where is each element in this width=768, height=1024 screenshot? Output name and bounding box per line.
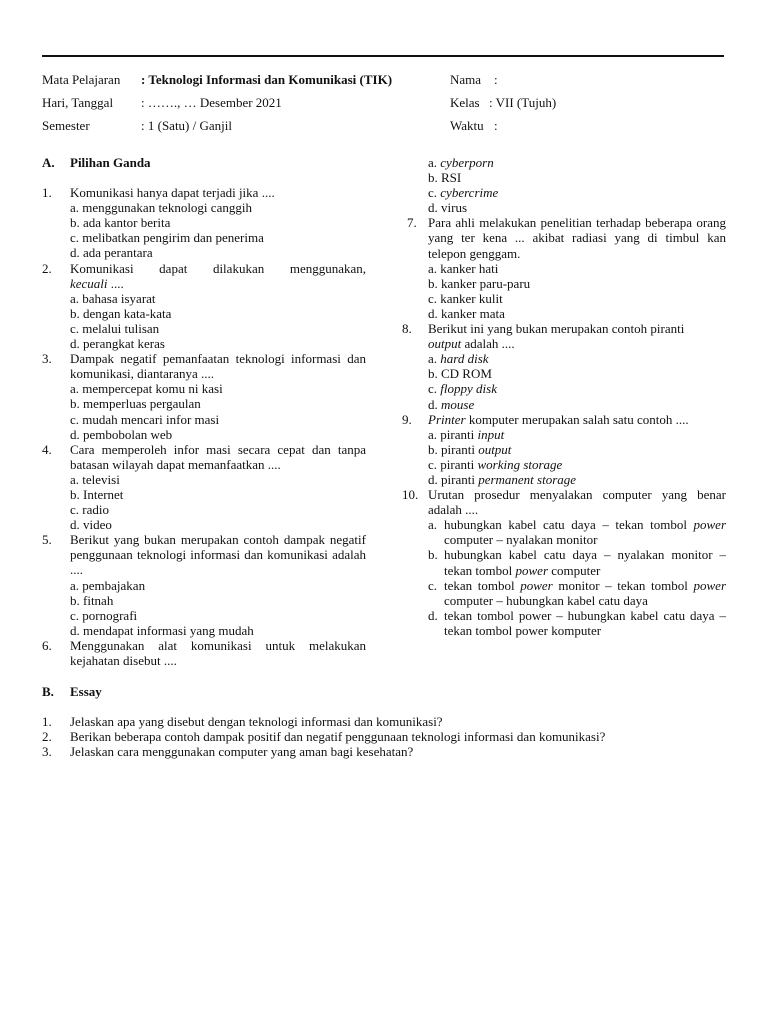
left-column [42,155,366,668]
q4-option-d: d. video [70,517,112,533]
date-value: : ……., … Desember 2021 [141,95,282,110]
header-rule [42,55,724,57]
q4-option-c: c. radio [70,502,109,518]
question-5: 5. Berikut yang bukan merupakan contoh dampak negatif penggunaan teknologi informasi dan komunikasi adalah .... a. pembajakan b. fitnah c. pornografi d. mendapat informasi yang mudah [42,532,366,638]
q5-option-b: b. fitnah [70,592,114,608]
q7-option-c: c. kanker kulit [428,290,503,306]
question-3: 3. Dampak negatif pemanfaatan teknologi informasi dan komunikasi, diantaranya .... a. mempercepat komu ni kasi b. memperluas pergaulan c. mudah mencari infor masi d. pembobolan web [42,351,366,442]
right-column [402,155,726,638]
name-row [450,72,498,87]
q4-option-a: a. televisi [70,471,120,487]
q3-option-d: d. pembobolan web [70,426,173,442]
q1-option-b: b. ada kantor berita [70,215,171,231]
q6-option-a: a. cyberporn [428,155,494,170]
q5-option-a: a. pembajakan [70,577,146,593]
q6-options [402,155,726,215]
q8-option-b: b. CD ROM [428,366,492,382]
essay-section [42,684,732,759]
q7-option-d: d. kanker mata [428,305,505,321]
q9-option-a: a. piranti input [428,426,505,442]
subject-value: : Teknologi Informasi dan Komunikasi (TIK) [141,72,393,87]
essay-question-3: 3. Jelaskan cara menggunakan computer yang aman bagi kesehatan? [42,744,414,760]
time-value: : [494,118,498,133]
q8-option-d: d. mouse [428,396,475,412]
semester-label: Semester [42,118,90,133]
class-value: : VII (Tujuh) [489,95,557,110]
q6-option-b: b. RSI [428,170,462,186]
class-row [450,95,556,110]
q8-option-c: c. floppy disk [428,381,497,397]
q7-option-b: b. kanker paru-paru [428,275,531,291]
q1-option-d: d. ada perantara [70,245,153,261]
q1-option-a: a. menggunakan teknologi canggih [70,200,252,216]
time-row [450,118,498,133]
question-1: 1. Komunikasi hanya dapat terjadi jika .... a. menggunakan teknologi canggih b. ada kantor berita c. melibatkan pengirim dan penerima d. ada perantara [42,185,366,260]
essay-question-1: 1. Jelaskan apa yang disebut dengan teknologi informasi dan komunikasi? [42,714,443,730]
q6-option-d: d. virus [428,200,467,216]
q2-option-a: a. bahasa isyarat [70,290,156,306]
question-8: 8. Berikut ini yang bukan merupakan contoh piranti output adalah .... a. hard disk b. CD ROM c. floppy disk d. mouse [402,321,726,412]
subject-label: Mata Pelajaran [42,72,121,87]
q6-option-c: c. cybercrime [428,185,499,201]
q2-option-c: c. melalui tulisan [70,320,160,336]
class-label: Kelas [450,95,480,110]
section-b-title: B. Essay [42,684,102,699]
q10-option-d: d. tekan tombol power – hubungkan kabel catu daya – tekan tombol power komputer [428,607,726,638]
section-a-title: A. Pilihan Ganda [42,155,151,170]
question-9: 9. Printer komputer merupakan salah satu contoh .... a. piranti input b. piranti output c. piranti working storage d. piranti permanent storage [402,412,726,487]
question-6: 6. Menggunakan alat komunikasi untuk melakukan kejahatan disebut .... [42,637,366,668]
q5-option-c: c. pornografi [70,607,138,623]
question-4: 4. Cara memperoleh infor masi secara cepat dan tanpa batasan wilayah dapat memanfaatkan .... a. televisi b. Internet c. radio d. video [42,441,366,533]
q4-option-b: b. Internet [70,486,124,502]
date-label: Hari, Tanggal [42,95,114,110]
q9-option-c: c. piranti working storage [428,456,563,472]
q2-option-b: b. dengan kata-kata [70,305,172,321]
semester-row [42,118,232,133]
q9-option-b: b. piranti output [428,441,512,457]
essay-question-2: 2. Berikan beberapa contoh dampak positif dan negatif penggunaan teknologi informasi dan komunikasi? [42,729,606,745]
question-10: 10. Urutan prosedur menyalakan computer yang benar adalah .... a. hubungkan kabel catu daya – tekan tombol power computer – nyalakan monitor b. hubungkan kabel catu daya – nyalakan monitor – tekan tombol power computer c. tekan tombol power monitor – tekan tombol power computer – hubungkan kabel catu daya d. tekan tombol power – hubungkan kabel catu daya – tekan tombol power komputer [402,487,726,638]
q10-option-b: b. hubungkan kabel catu daya – nyalakan monitor – tekan tombol power computer [428,547,726,578]
question-2: 2. Komunikasi dapat dilakukan menggunakan, kecuali .... a. bahasa isyarat b. dengan kata-kata c. melalui tulisan d. perangkat keras [42,260,366,352]
q9-option-d: d. piranti permanent storage [428,471,577,487]
subject-row [42,72,392,87]
name-label: Nama [450,72,482,87]
q10-option-a: a. hubungkan kabel catu daya – tekan tombol power computer – nyalakan monitor [428,517,726,548]
q3-option-b: b. memperluas pergaulan [70,396,201,412]
q2-option-d: d. perangkat keras [70,336,165,352]
q8-option-a: a. hard disk [428,351,489,367]
q3-option-a: a. mempercepat komu ni kasi [70,381,223,397]
name-value: : [494,72,498,87]
question-7: 7. Para ahli melakukan penelitian terhadap beberapa orang yang ter kena ... akibat radiasi yang di timbul kan telepon genggam. a. kanker hati b. kanker paru-paru c. kanker kulit d. kanker mata [407,215,726,321]
time-label: Waktu [450,118,484,133]
q3-option-c: c. mudah mencari infor masi [70,411,220,427]
q1-option-c: c. melibatkan pengirim dan penerima [70,230,264,246]
q10-option-c: c. tekan tombol power monitor – tekan tombol power computer – hubungkan kabel catu daya [428,577,726,608]
date-row [42,95,282,110]
q7-option-a: a. kanker hati [428,260,499,276]
semester-value: : 1 (Satu) / Ganjil [141,118,232,133]
q5-option-d: d. mendapat informasi yang mudah [70,622,254,638]
